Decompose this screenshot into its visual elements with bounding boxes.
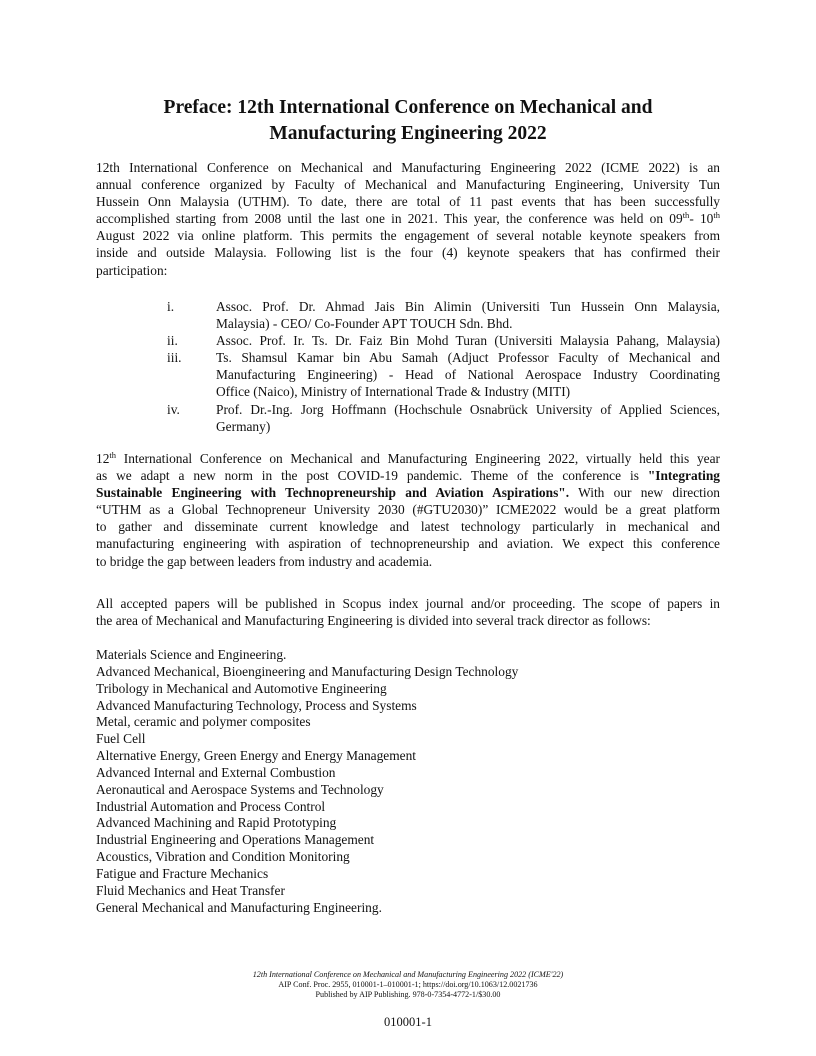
track-item: Materials Science and Engineering. xyxy=(96,647,287,662)
track-item: Metal, ceramic and polymer composites xyxy=(96,714,311,730)
intro-paragraph xyxy=(96,159,720,279)
keynote-item xyxy=(167,298,720,332)
keynote-text: Ts. Shamsul Kamar bin Abu Samah (Adjuct Professor Faculty of Mechanical and xyxy=(216,350,720,366)
track-item: Industrial Automation and Process Control xyxy=(96,798,326,814)
theme-line: to bridge the gap between leaders from industry and academia. xyxy=(96,553,433,569)
title-line-1: Preface: 12th International Conference on Mechanical and xyxy=(163,97,653,118)
intro-line: 12th International Conference on Mechanical and Manufacturing Engineering 2022 (ICME 2022) is an xyxy=(96,160,720,175)
track-item: Aeronautical and Aerospace Systems and Technology xyxy=(96,781,384,797)
page-title xyxy=(96,95,720,147)
track-item: Fatigue and Fracture Mechanics xyxy=(96,865,269,881)
footer-publisher-line: Published by AIP Publishing. 978-0-7354-4772-1/$30.00 xyxy=(315,990,501,999)
page-number: 010001-1 xyxy=(384,1015,432,1029)
keynote-text: Germany) xyxy=(216,418,271,434)
intro-line: participation: xyxy=(96,262,168,278)
keynote-list xyxy=(167,298,720,435)
intro-line: accomplished starting from 2008 until the last one in 2021. This year, the conference was held on 09th- 10th xyxy=(96,210,720,227)
track-item: Advanced Machining and Rapid Prototyping xyxy=(96,815,337,831)
theme-paragraph xyxy=(96,450,720,570)
theme-line: manufacturing engineering with aspiration of technopreneurship and aviation. We expect this conference xyxy=(96,536,720,552)
citation-footer xyxy=(96,970,720,1000)
keynote-text: Assoc. Prof. Ir. Ts. Dr. Faiz Bin Mohd Turan (Universiti Malaysia Pahang, Malaysia) xyxy=(216,333,720,349)
keynote-item xyxy=(167,349,720,400)
scope-paragraph xyxy=(96,595,720,629)
theme-line: as we adapt a new norm in the post COVID-19 pandemic. Theme of the conference is "Integrating xyxy=(96,468,720,484)
scope-line: the area of Mechanical and Manufacturing Engineering is divided into several track director as follows: xyxy=(96,613,651,629)
keynote-text: Malaysia) - CEO/ Co-Founder APT TOUCH Sdn. Bhd. xyxy=(216,316,513,332)
theme-line: 12th International Conference on Mechanical and Manufacturing Engineering 2022, virtually held this year xyxy=(96,450,720,466)
footer-doi-line: AIP Conf. Proc. 2955, 010001-1–010001-1; https://doi.org/10.1063/12.0021736 xyxy=(278,980,538,989)
keynote-item xyxy=(167,332,720,349)
theme-line: to gather and disseminate current knowledge and latest technology particularly in mechanical and xyxy=(96,519,720,535)
keynote-item xyxy=(167,401,720,435)
track-item: Tribology in Mechanical and Automotive Engineering xyxy=(96,680,387,696)
track-item: General Mechanical and Manufacturing Engineering. xyxy=(96,899,382,915)
intro-line: inside and outside Malaysia. Following list is the four (4) keynote speakers that has confirmed their xyxy=(96,245,720,261)
keynote-number: iv. xyxy=(167,401,180,417)
track-item: Fuel Cell xyxy=(96,731,146,747)
scope-line: All accepted papers will be published in Scopus index journal and/or proceeding. The scope of papers in xyxy=(96,596,720,611)
keynote-text: Assoc. Prof. Dr. Ahmad Jais Bin Alimin (Universiti Tun Hussein Onn Malaysia, xyxy=(216,299,720,314)
track-item: Advanced Internal and External Combustion xyxy=(96,764,336,780)
theme-line: Sustainable Engineering with Technopreneurship and Aviation Aspirations". With our new direction xyxy=(96,485,720,501)
track-list xyxy=(96,647,518,917)
intro-line: annual conference organized by Faculty of Mechanical and Manufacturing Engineering, University Tun xyxy=(96,177,720,193)
track-item: Fluid Mechanics and Heat Transfer xyxy=(96,882,285,898)
keynote-number: i. xyxy=(167,299,175,314)
track-item: Alternative Energy, Green Energy and Energy Management xyxy=(96,748,417,764)
keynote-text: Manufacturing Engineering) - Head of National Aerospace Industry Coordinating xyxy=(216,367,720,383)
theme-line: “UTHM as a Global Technopreneur University 2030 (#GTU2030)” ICME2022 would be a great platform xyxy=(96,502,720,518)
keynote-number: ii. xyxy=(167,333,178,349)
track-item: Advanced Mechanical, Bioengineering and Manufacturing Design Technology xyxy=(96,663,519,679)
intro-line: Hussein Onn Malaysia (UTHM). To date, there are total of 11 past events that has been successfully xyxy=(96,194,720,210)
keynote-text: Prof. Dr.-Ing. Jorg Hoffmann (Hochschule Osnabrück University of Applied Sciences, xyxy=(216,401,720,417)
title-line-2: Manufacturing Engineering 2022 xyxy=(269,123,547,144)
footer-conference-line: 12th International Conference on Mechanical and Manufacturing Engineering 2022 (ICME'22) xyxy=(252,970,564,979)
keynote-text: Office (Naico), Ministry of International Trade & Industry (MITI) xyxy=(216,384,571,400)
track-item: Industrial Engineering and Operations Management xyxy=(96,832,375,848)
intro-line: August 2022 via online platform. This permits the engagement of several notable keynote speakers from xyxy=(96,228,720,244)
track-item: Advanced Manufacturing Technology, Process and Systems xyxy=(96,697,417,713)
track-item: Acoustics, Vibration and Condition Monitoring xyxy=(96,849,350,865)
keynote-number: iii. xyxy=(167,350,182,366)
